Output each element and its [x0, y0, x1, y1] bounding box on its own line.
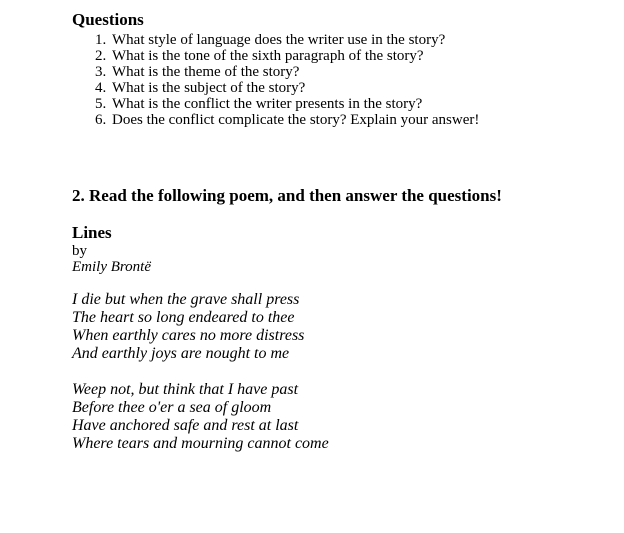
poem-line: The heart so long endeared to thee	[72, 309, 295, 326]
poem-byline: by	[72, 243, 87, 259]
question-text: What style of language does the writer use in the story?	[112, 32, 446, 48]
question-text: Does the conflict complicate the story? Explain your answer!	[112, 112, 480, 128]
question-number: 3.	[95, 64, 107, 80]
task-heading: 2. Read the following poem, and then answer the questions!	[72, 186, 502, 205]
question-text: What is the subject of the story?	[112, 80, 306, 96]
poem-title: Lines	[72, 223, 112, 242]
poem-stanza-2	[72, 381, 604, 453]
poem-line: Weep not, but think that I have past	[72, 381, 299, 398]
question-item	[72, 64, 604, 80]
question-list	[72, 32, 604, 128]
poem-line: Have anchored safe and rest at last	[72, 417, 299, 434]
question-text: What is the theme of the story?	[112, 64, 300, 80]
poem-author: Emily Brontë	[72, 259, 152, 275]
question-number: 4.	[95, 80, 107, 96]
question-text: What is the tone of the sixth paragraph of the story?	[112, 48, 424, 64]
poem-line: And earthly joys are nought to me	[72, 345, 290, 362]
questions-heading: Questions	[72, 10, 144, 29]
question-item	[72, 112, 604, 128]
question-item	[72, 96, 604, 112]
question-number: 2.	[95, 48, 107, 64]
poem-line: I die but when the grave shall press	[72, 291, 300, 308]
poem-line: When earthly cares no more distress	[72, 327, 305, 344]
question-number: 5.	[95, 96, 107, 112]
question-number: 6.	[95, 112, 107, 128]
question-number: 1.	[95, 32, 107, 48]
poem-line: Where tears and mourning cannot come	[72, 435, 329, 452]
poem-line: Before thee o'er a sea of gloom	[72, 399, 272, 416]
question-text: What is the conflict the writer presents in the story?	[112, 96, 423, 112]
poem-stanza-1	[72, 291, 604, 363]
question-item	[72, 80, 604, 96]
question-item	[72, 48, 604, 64]
question-item	[72, 32, 604, 48]
